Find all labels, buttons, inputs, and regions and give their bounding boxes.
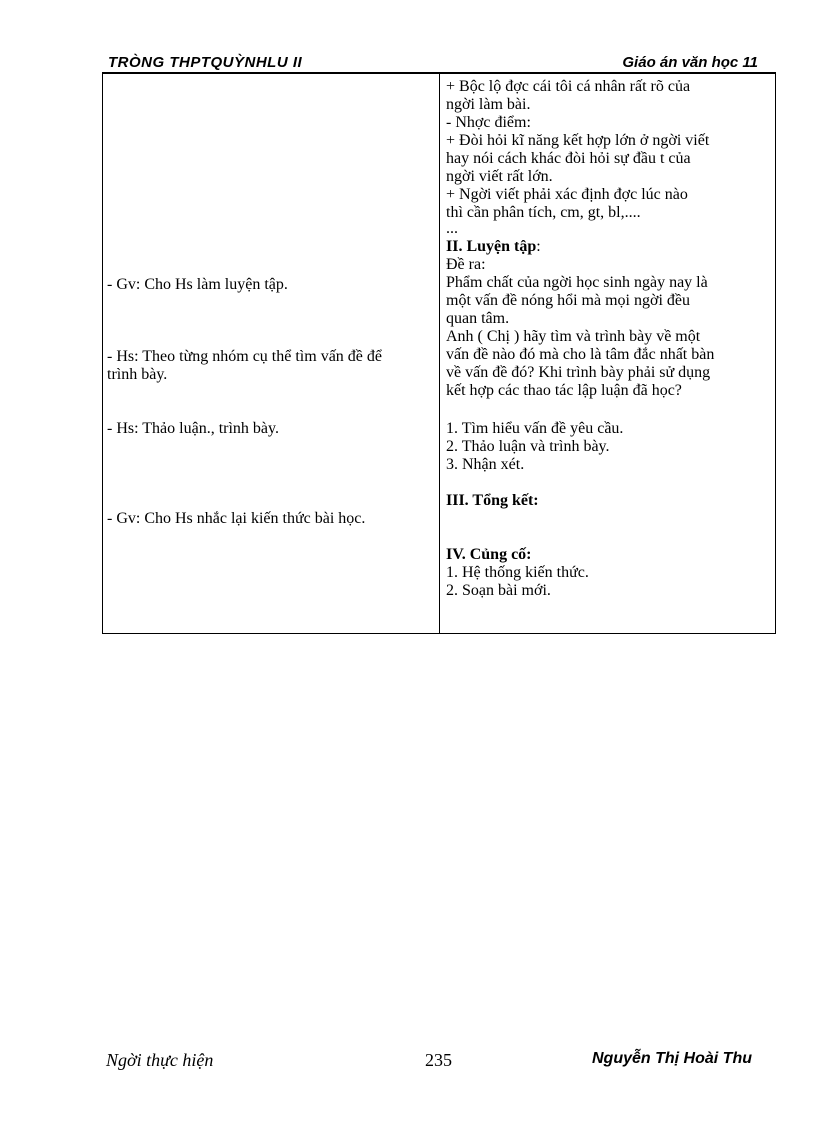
gv-recall-note: - Gv: Cho Hs nhắc lại kiến thức bài học. [107, 510, 366, 527]
prompt-line: kết hợp các thao tác lập luận đã học? [446, 382, 682, 399]
column-divider [439, 74, 440, 633]
hs-group-note [107, 348, 429, 384]
section-title-consolidation: IV. Củng cố: [446, 546, 532, 563]
section-title-summary: III. Tổng kết: [446, 492, 539, 509]
hs-discuss-note: - Hs: Thảo luận., trình bày. [107, 420, 279, 437]
note-line: + Đòi hỏi kĩ năng kết hợp lớn ở ngời viết [446, 132, 710, 149]
header-school: TRÒNG THPTQUỲNHLU II [108, 54, 303, 71]
footer-performer-label: Ngời thực hiện [106, 1050, 214, 1070]
assignment-label: Đề ra: [446, 256, 486, 273]
header-subject: Giáo án văn học 11 [622, 54, 758, 71]
section-title-practice [446, 238, 768, 256]
prompt-line: quan tâm. [446, 310, 510, 327]
note-line: - Nhợc điểm: [446, 114, 531, 131]
prompt-line: Phẩm chất của ngời học sinh ngày nay là [446, 274, 708, 291]
note-line: ngời viết rất lớn. [446, 168, 553, 185]
note-line: ... [446, 220, 458, 237]
practice-steps [446, 420, 768, 474]
practice-title-colon: : [536, 238, 541, 255]
practice-section [446, 238, 768, 400]
practice-title-text: II. Luyện tập [446, 238, 537, 255]
consolidation-item: 1. Hệ thống kiến thức. [446, 564, 589, 581]
right-column-notes [446, 78, 768, 236]
footer-author: Nguyễn Thị Hoài Thu [592, 1050, 752, 1067]
step-item: 2. Thảo luận và trình bày. [446, 438, 610, 455]
prompt-line: về vấn đề đó? Khi trình bày phải sử dụng [446, 364, 711, 381]
prompt-line: vấn đề nào đó mà cho là tâm đắc nhất bàn [446, 346, 715, 363]
note-line: + Ngời viết phải xác định đợc lúc nào [446, 186, 688, 203]
note-line: hay nói cách khác đòi hỏi sự đầu t của [446, 150, 691, 167]
gv-practice-note: - Gv: Cho Hs làm luyện tập. [107, 276, 288, 293]
hs-group-line: - Hs: Theo từng nhóm cụ thể tìm vấn đề để [107, 348, 382, 365]
page-number: 235 [425, 1050, 452, 1070]
note-line: thì cần phân tích, cm, gt, bl,.... [446, 204, 641, 221]
step-item: 1. Tìm hiểu vấn đề yêu cầu. [446, 420, 624, 437]
prompt-line: một vấn đề nóng hổi mà mọi ngời đều [446, 292, 690, 309]
consolidation-section [446, 546, 768, 600]
prompt-line: Anh ( Chị ) hãy tìm và trình bày về một [446, 328, 701, 345]
consolidation-item: 2. Soạn bài mới. [446, 582, 551, 599]
step-item: 3. Nhận xét. [446, 456, 525, 473]
note-line: ngời làm bài. [446, 96, 531, 113]
hs-group-line: trình bày. [107, 366, 168, 383]
note-line: + Bộc lộ đợc cái tôi cá nhân rất rõ của [446, 78, 691, 95]
